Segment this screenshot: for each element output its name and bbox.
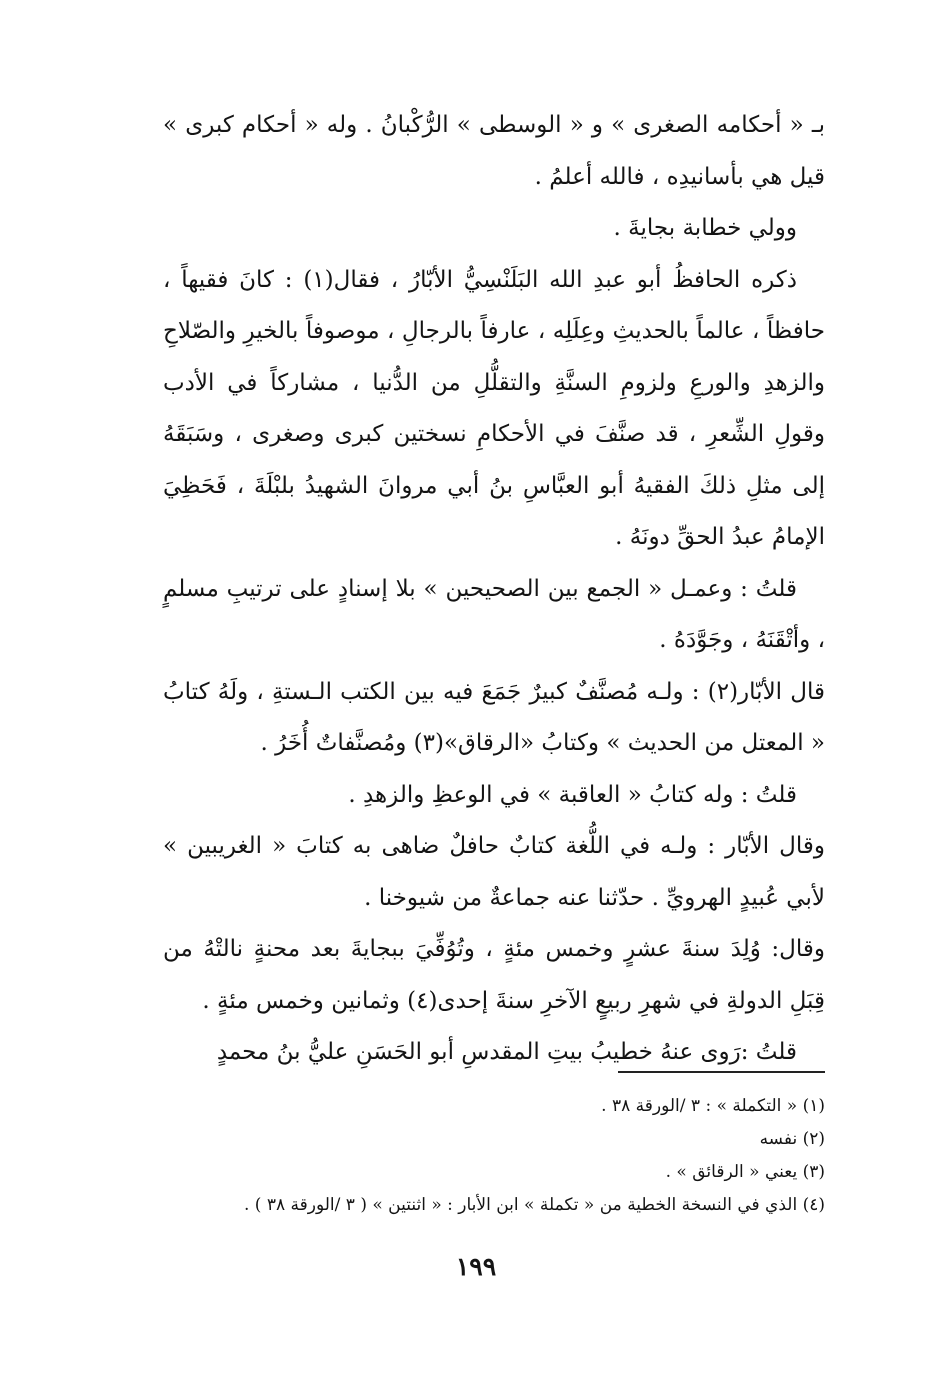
paragraph-8: وقال: وُلِدَ سنةَ عشرٍ وخمس مئةٍ ، وتُوُفِّيَ ببجايةَ بعد محنةٍ نالتْهُ من قِبَلِ الدولةِ في شهرِ ربيعٍ الآخرِ سنةَ إحدى(٤) وثمانين وخمس مئةٍ .	[163, 936, 825, 1014]
page-number: ١٩٩	[455, 1252, 497, 1281]
paragraph-1: بـ « أحكامه الصغرى » و « الوسطى » الرُّكْبانُ . وله « أحكام كبرى » قيل هي بأسانيدِه ، فالله أعلمُ .	[163, 112, 825, 190]
paragraph-5: قال الأبّار(٢) : ولـه مُصنَّفٌ كبيرٌ جَمَعَ فيه بين الكتب الـستةِ ، ولَهُ كتابُ « المعتل من الحديث » وكتابُ «الرقاق»(٣) ومُصنَّفاتٌ أُخَرُ .	[163, 678, 825, 756]
main-text	[163, 100, 825, 1079]
paragraph-4: قلتُ : وعمـل « الجمع بين الصحيحين » بلا إسنادٍ على ترتيبِ مسلمٍ ، وأتْقَنَهُ ، وجَوَّدَهُ .	[163, 575, 825, 653]
paragraph-3: ذكره الحافظُ أبو عبدِ الله البَلَنْسِيُّ الأبّارُ ، فقال(١) : كانَ فقيهاً ، حافظاً ، عالماً بالحديثِ وعِلَلِه ، عارفاً بالرجالِ ، موصوفاً بالخيرِ والصّلاحِ والزهدِ والورعِ ولزومِ السنَّةِ والتقلُّلِ من الدُّنيا ، مشاركاً في الأدب وقولِ الشِّعرِ ، قد صنَّفَ في الأحكامِ نسختين كبرى وصغرى ، وسَبَقَهُ إلى مثلِ ذلكَ الفقيهُ أبو العبَّاسِ بنُ أبي مروانَ الشهيدُ بلبْلَةَ ، فَحَظِيَ الإمامُ عبدُ الحقِّ دونَهُ .	[163, 266, 825, 550]
footnote-1: (١) « التكملة » : ٣ /الورقة ٣٨ .	[601, 1096, 825, 1116]
footnote-separator	[618, 1071, 825, 1073]
footnote-4: (٤) الذي في النسخة الخطية من « تكملة » ابن الأبار : « اثنتين » ( ٣ /الورقة ٣٨ ) .	[244, 1195, 825, 1215]
footnote-3: (٣) يعني « الرقائق » .	[665, 1162, 825, 1182]
footnote-2: (٢) نفسه	[759, 1129, 825, 1149]
paragraph-2: وولي خطابة بجايةَ .	[613, 215, 797, 241]
paragraph-9: قلتُ :رَوى عنهُ خطيبُ بيتِ المقدسِ أبو الحَسَنِ عليُّ بنُ محمدٍ	[216, 1039, 797, 1065]
paragraph-6: قلتُ : وله كتابُ « العاقبة » في الوعظِ والزهدِ .	[348, 781, 797, 808]
paragraph-7: وقال الأبّار : ولـه في اللُّغة كتابٌ حافلٌ ضاهى به كتابَ « الغريبين » لأبي عُبيدٍ الهرويِّ . حدّثنا عنه جماعةٌ من شيوخنا .	[163, 833, 825, 911]
footnotes	[160, 1090, 825, 1222]
